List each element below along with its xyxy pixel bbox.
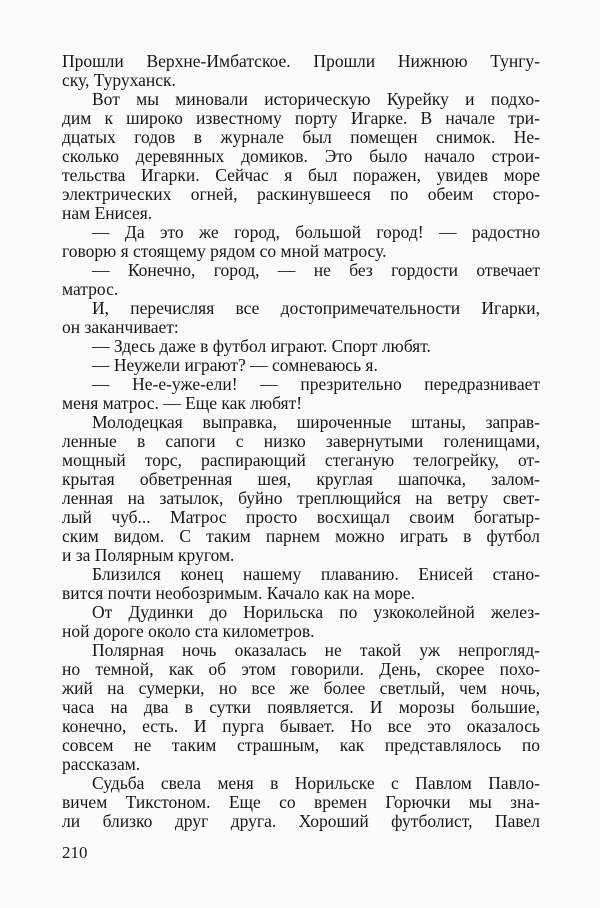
text-line: говорю я стоящему рядом со мной матросу. [62,241,387,261]
text-line: дим к широко известному порту Игарке. В начале три- [62,108,540,128]
text-line: От Дудинки до Норильска по узкоколейной желез- [92,602,540,622]
paragraph [62,337,540,356]
text-line: Молодецкая выправка, широченные штаны, заправ- [92,412,540,432]
text-line: но темной, как об этом говорили. День, скорее похо- [62,659,540,679]
text-line: вичем Тикстоном. Еще со времен Горючки мы зна- [62,792,540,812]
text-line: часа на два в сутки появляется. И морозы большие, [62,697,540,717]
text-line: — Здесь даже в футбол играют. Спорт любят. [92,336,431,356]
text-line: мощный торс, распирающий стеганую телогрейку, от- [62,450,540,470]
paragraph [62,261,540,299]
page-body-text [62,52,540,831]
paragraph [62,774,540,831]
text-line: сколько деревянных домиков. Это было начало строи- [62,146,540,166]
paragraph [62,223,540,261]
page-number: 210 [62,843,88,862]
text-line: крытая обветренная шея, круглая шапочка, залом- [62,469,540,489]
text-line: ленные в сапоги с низко завернутыми голенищами, [62,431,540,451]
paragraph [62,565,540,603]
text-line: меня матрос. — Еще как любят! [62,393,303,413]
paragraph [62,413,540,565]
paragraph [62,641,540,774]
text-line: нам Енисея. [62,203,153,223]
text-line: — Неужели играют? — сомневаюсь я. [92,355,378,375]
text-line: совсем не таким страшным, как представлялось по [62,735,540,755]
text-line: тельства Игарки. Сейчас я был поражен, увидев море [62,165,540,185]
paragraph [62,356,540,375]
text-line: ной дороге около ста километров. [62,621,315,641]
text-line: Близился конец нашему плаванию. Енисей стано- [92,564,540,584]
text-line: рассказам. [62,754,141,774]
text-line: ли близко друг друга. Хороший футболист, Павел [62,811,540,831]
text-line: вится почти необозримым. Качало как на море. [62,583,415,603]
text-line: дцатых годов в журнале был помещен снимок. Не- [62,127,540,147]
text-line: матрос. [62,279,119,299]
paragraph [62,375,540,413]
text-line: электрических огней, раскинувшееся по обеим сторо- [62,184,540,204]
text-line: — Не-е-уже-ели! — презрительно передразнивает [92,374,540,394]
text-line: лый чуб... Матрос просто восхищал своим богатыр- [62,507,540,527]
text-line: он заканчивает: [62,317,179,337]
paragraph [62,90,540,223]
text-line: Полярная ночь оказалась не такой уж непрогляд- [92,640,540,660]
text-line: — Да это же город, большой город! — радостно [92,222,540,242]
paragraph [62,603,540,641]
text-line: Прошли Верхне-Имбатское. Прошли Нижнюю Тунгу- [62,51,540,71]
text-line: — Конечно, город, — не без гордости отвечает [92,260,540,280]
text-line: ленная на затылок, буйно треплющийся на ветру свет- [62,488,540,508]
text-line: и за Полярным кругом. [62,545,235,565]
text-line: жий на сумерки, но все же более светлый, чем ночь, [62,678,540,698]
text-line: И, перечисляя все достопримечательности Игарки, [92,298,540,318]
text-line: Судьба свела меня в Норильске с Павлом Павло- [92,773,540,793]
text-line: ску, Туруханск. [62,70,176,90]
text-line: конечно, есть. И пурга бывает. Но все это оказалось [62,716,540,736]
text-line: ским видом. С таким парнем можно играть в футбол [62,526,540,546]
text-line: Вот мы миновали историческую Курейку и подхо- [92,89,540,109]
paragraph [62,52,540,90]
paragraph [62,299,540,337]
